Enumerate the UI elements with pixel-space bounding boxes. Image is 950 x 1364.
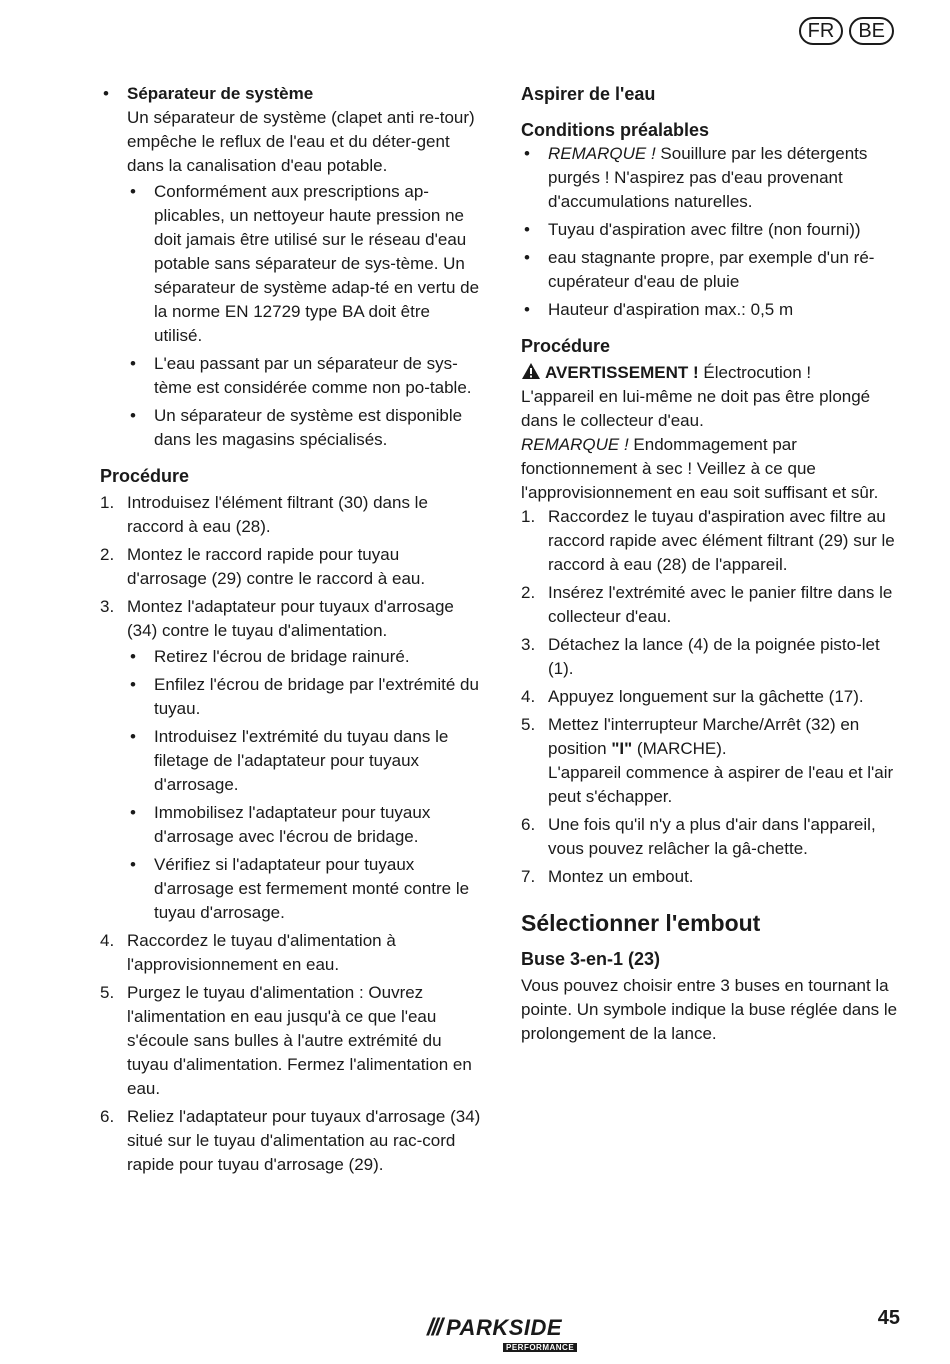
language-badge-fr: FR — [799, 17, 844, 45]
step-item — [100, 543, 482, 591]
note-paragraph — [521, 433, 903, 505]
logo-slashes: /// — [427, 1314, 442, 1341]
step-text: Appuyez longuement sur la gâchette (17). — [548, 687, 864, 706]
note-label: REMARQUE ! — [521, 435, 629, 454]
step-text: Montez l'adaptateur pour tuyaux d'arrosage (34) contre le tuyau d'alimentation. — [127, 597, 454, 640]
step-item — [521, 505, 903, 577]
system-separator-bullets — [127, 180, 482, 452]
step-text: Raccordez le tuyau d'alimentation à l'approvisionnement en eau. — [127, 931, 396, 974]
list-item: • Enfilez l'écrou de bridage par l'extrémité du tuyau. — [127, 673, 482, 721]
switch-position-value: "I" — [611, 739, 633, 758]
right-column — [521, 82, 903, 1046]
step-text: Raccordez le tuyau d'aspiration avec filtre au raccord rapide avec élément filtrant (29) sur le raccord à eau (28) de l'appareil. — [548, 507, 895, 574]
list-item: • Conformément aux prescriptions ap-plicables, un nettoyeur haute pression ne doit jamais être utilisé sur le réseau d'eau potable sans séparateur de sys-tème. Un séparateur de système adap-té en vertu de la norme EN 12729 type BA doit être utilisé. — [127, 180, 482, 348]
step-number: 2. — [521, 583, 536, 602]
list-item: • eau stagnante propre, par exemple d'un ré-cupérateur d'eau de pluie — [521, 246, 903, 294]
step-number: 6. — [521, 815, 536, 834]
step-item — [521, 581, 903, 629]
prerequisites-list — [521, 142, 903, 322]
list-item: • L'eau passant par un séparateur de sys-tème est considérée comme non po-table. — [127, 352, 482, 400]
step-number: 7. — [521, 867, 536, 886]
list-item: • Hauteur d'aspiration max.: 0,5 m — [521, 298, 903, 322]
step-text: Mettez l'interrupteur Marche/Arrêt (32) en position — [548, 715, 860, 758]
system-separator-item — [100, 82, 482, 452]
list-item: • Introduisez l'extrémité du tuyau dans le filetage de l'adaptateur pour tuyaux d'arrosage. — [127, 725, 482, 797]
warning-label: AVERTISSEMENT ! — [545, 363, 699, 382]
note-text: Souillure par les détergents purgés ! N'aspirez pas d'eau provenant d'accumulations naturelles. — [548, 144, 868, 211]
warning-triangle-icon — [521, 362, 541, 380]
step-item — [521, 865, 903, 889]
language-badges — [799, 17, 894, 45]
language-badge-be: BE — [849, 17, 894, 45]
step-text: Détachez la lance (4) de la poignée pisto-let (1). — [548, 635, 880, 678]
step-item — [100, 981, 482, 1101]
step-text: Reliez l'adaptateur pour tuyaux d'arrosage (34) situé sur le tuyau d'alimentation au rac-cord rapide pour tuyau d'arrosage (29). — [127, 1107, 481, 1174]
step-text: Une fois qu'il n'y a plus d'air dans l'appareil, vous pouvez relâcher la gâ-chette. — [548, 815, 876, 858]
step-number: 3. — [521, 635, 536, 654]
section-heading: Sélectionner l'embout — [521, 910, 761, 936]
step-item — [100, 491, 482, 539]
system-separator-title: • Séparateur de système — [127, 84, 314, 103]
step-item — [100, 929, 482, 977]
step-text: Purgez le tuyau d'alimentation : Ouvrez l'alimentation en eau jusqu'à ce que l'eau s'écoule sans bulles à l'autre extrémité du tuyau d'alimentation. Fermez l'alimentation en eau. — [127, 983, 472, 1098]
step-number: 3. — [100, 597, 115, 616]
note-label: REMARQUE ! — [548, 144, 656, 163]
nozzle-text: Vous pouvez choisir entre 3 buses en tournant la pointe. Un symbole indique la buse réglée dans le prolongement de la lance. — [521, 976, 898, 1043]
step-number: 5. — [100, 983, 115, 1002]
logo-brand: PARKSIDE — [446, 1315, 563, 1340]
logo-wordmark — [427, 1315, 589, 1341]
warning-paragraph — [521, 361, 903, 433]
step-number: 1. — [100, 493, 115, 512]
list-item: • Retirez l'écrou de bridage rainuré. — [127, 645, 482, 669]
step-item — [521, 633, 903, 681]
prerequisites-heading: Conditions préalables — [521, 120, 710, 140]
note-text: Endommagement par fonctionnement à sec ! Veillez à ce que l'approvisionnement en eau soit suffisant et sûr. — [521, 435, 879, 502]
step-text: Montez un embout. — [548, 867, 694, 886]
step-number: 1. — [521, 507, 536, 526]
list-item: • Immobilisez l'adaptateur pour tuyaux d'arrosage avec l'écrou de bridage. — [127, 801, 482, 849]
nozzle-heading: Buse 3-en-1 (23) — [521, 949, 661, 969]
step-text: Introduisez l'élément filtrant (30) dans le raccord à eau (28). — [127, 493, 428, 536]
step-number: 6. — [100, 1107, 115, 1126]
aspirate-water-heading: Aspirer de l'eau — [521, 84, 656, 104]
step-number: 2. — [100, 545, 115, 564]
parkside-logo — [427, 1315, 589, 1355]
step-number: 4. — [521, 687, 536, 706]
system-separator-list — [100, 82, 482, 452]
step-number: 4. — [100, 931, 115, 950]
step-item — [100, 595, 482, 925]
list-item: • Un séparateur de système est disponible dans les magasins spécialisés. — [127, 404, 482, 452]
step-text: (MARCHE). — [636, 739, 727, 758]
system-separator-text: Un séparateur de système (clapet anti re-tour) empêche le reflux de l'eau et du déter-gent dans la canalisation d'eau potable. — [127, 108, 475, 175]
procedure-heading-left: Procédure — [100, 466, 190, 486]
list-item — [521, 142, 903, 214]
step-text: Montez le raccord rapide pour tuyau d'arrosage (29) contre le raccord à eau. — [127, 545, 426, 588]
step-number: 5. — [521, 715, 536, 734]
step-item — [521, 813, 903, 861]
procedure-steps-left — [100, 491, 482, 1177]
procedure-heading-right: Procédure — [521, 336, 611, 356]
list-item: • Tuyau d'aspiration avec filtre (non fourni)) — [521, 218, 903, 242]
step-item — [521, 713, 903, 809]
list-item: • Vérifiez si l'adaptateur pour tuyaux d'arrosage est fermement monté contre le tuyau d'arrosage. — [127, 853, 482, 925]
step-text: Insérez l'extrémité avec le panier filtre dans le collecteur d'eau. — [548, 583, 893, 626]
left-column — [100, 82, 482, 1181]
step-text: L'appareil commence à aspirer de l'eau et l'air peut s'échapper. — [548, 763, 894, 806]
warning-word: Électrocution ! — [703, 363, 812, 382]
page-number: 45 — [877, 1307, 900, 1329]
step-item — [521, 685, 903, 709]
step-3-bullets — [127, 645, 482, 925]
step-item — [100, 1105, 482, 1177]
logo-subline: PERFORMANCE — [503, 1343, 577, 1352]
procedure-steps-right — [521, 505, 903, 889]
warning-text: L'appareil en lui-même ne doit pas être plongé dans le collecteur d'eau. — [521, 387, 871, 430]
